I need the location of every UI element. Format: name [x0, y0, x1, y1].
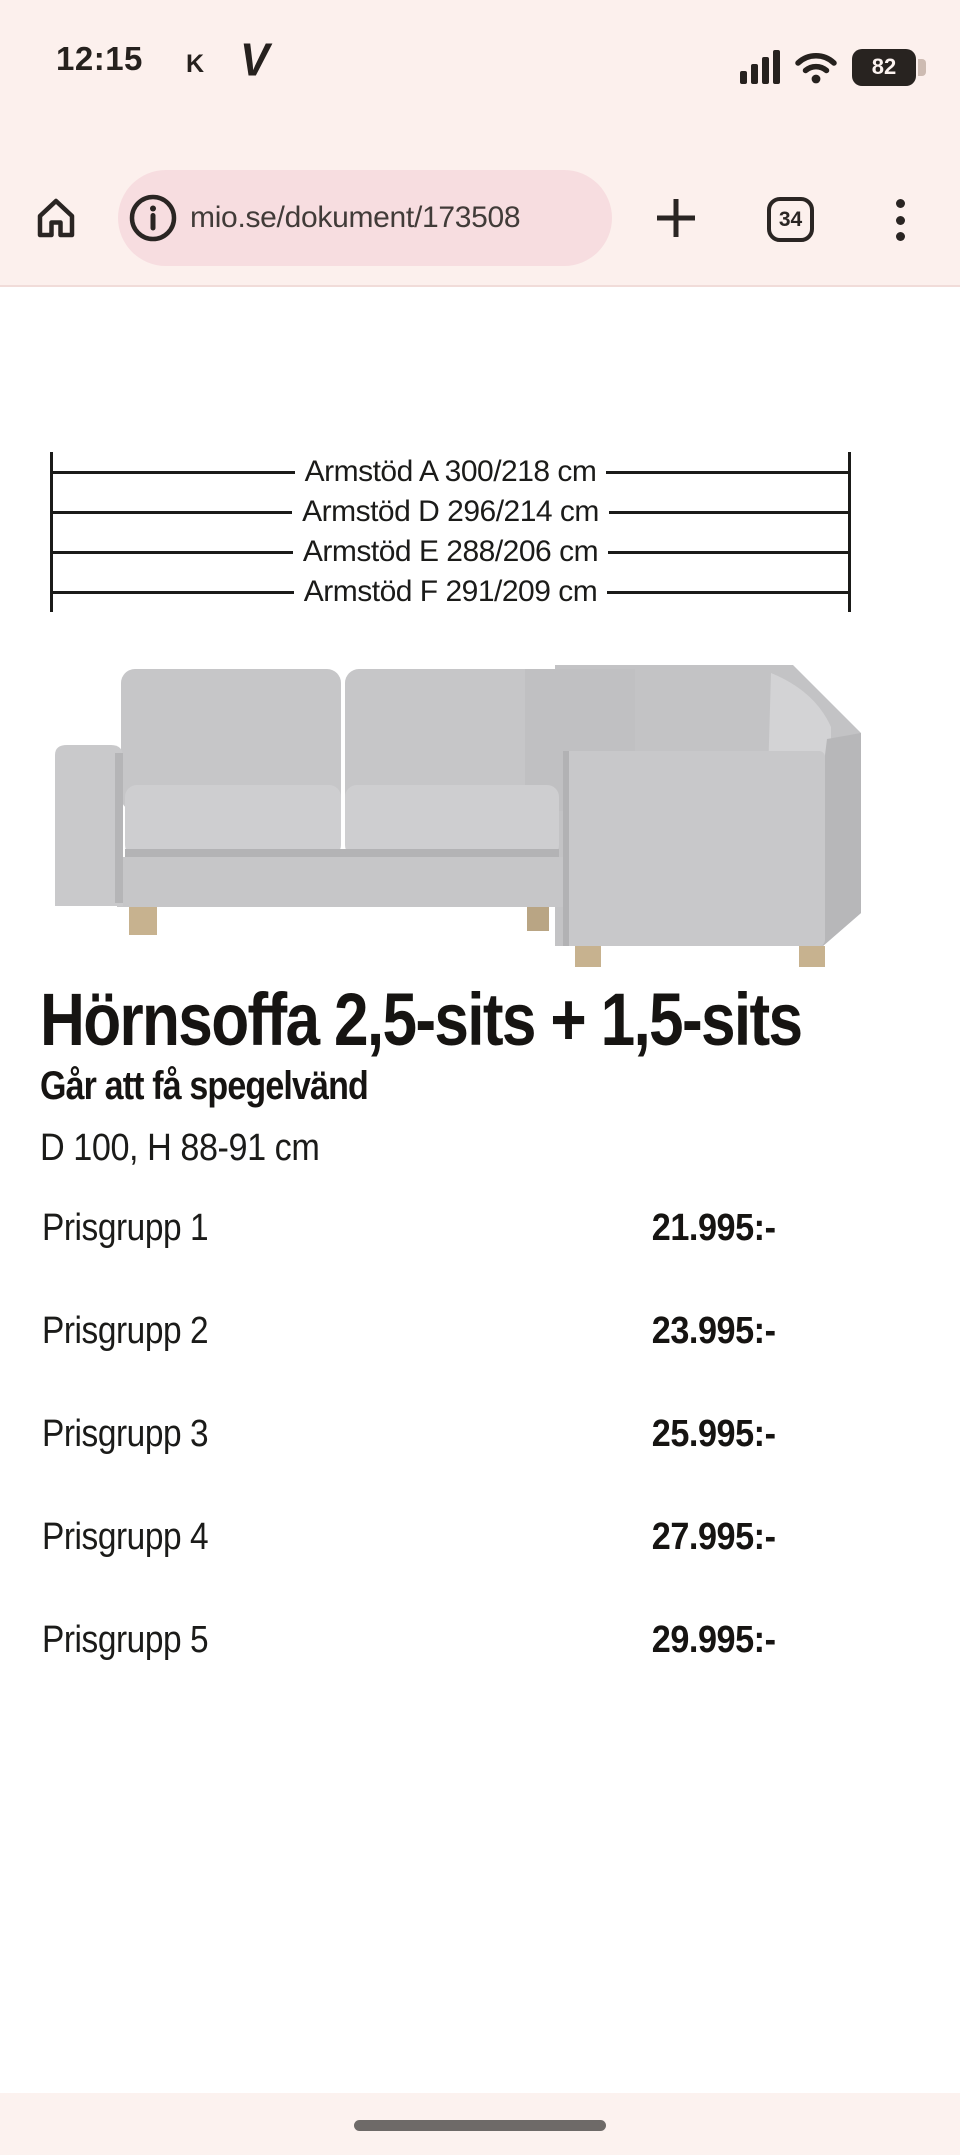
price-row: [42, 1619, 776, 1665]
price-group-label: Prisgrupp 5: [42, 1619, 209, 1661]
product-title: Hörnsoffa 2,5-sits + 1,5-sits: [40, 978, 802, 1061]
price-row: [42, 1207, 776, 1253]
price-row: [42, 1310, 776, 1356]
price-group-label: Prisgrupp 1: [42, 1207, 209, 1249]
url-text: mio.se/dokument/173508: [190, 201, 521, 234]
price-row: [42, 1516, 776, 1562]
dimension-label: Armstöd D 296/214 cm: [302, 495, 599, 528]
page-info-icon[interactable]: [128, 193, 178, 243]
home-icon: [34, 196, 78, 240]
price-group-label: Prisgrupp 3: [42, 1413, 209, 1455]
dimension-label: Armstöd F 291/209 cm: [303, 575, 598, 608]
price-group-label: Prisgrupp 2: [42, 1310, 209, 1352]
dimension-row: [53, 572, 848, 612]
wifi-icon: [793, 49, 839, 85]
kebab-menu-icon: [896, 199, 905, 208]
dimension-row: [53, 492, 848, 532]
battery-percent: 82: [871, 54, 897, 79]
price-list: [42, 1207, 776, 1722]
plus-icon: [654, 196, 698, 240]
price-value: 21.995:-: [652, 1207, 776, 1249]
system-navigation-area: [0, 2093, 960, 2155]
price-value: 27.995:-: [652, 1516, 776, 1558]
price-value: 29.995:-: [652, 1619, 776, 1661]
tab-count: 34: [778, 207, 803, 231]
menu-button[interactable]: [895, 199, 905, 241]
dimension-label: Armstöd A 300/218 cm: [304, 455, 597, 488]
price-value: 23.995:-: [652, 1310, 776, 1352]
battery-icon: [852, 49, 916, 86]
browser-chrome-top: [0, 0, 960, 287]
url-bar[interactable]: [118, 170, 612, 266]
status-icons: [740, 46, 916, 88]
corner-sofa-image: [55, 661, 865, 971]
signal-strength-icon: [740, 50, 780, 84]
product-dimensions: D 100, H 88-91 cm: [40, 1127, 320, 1169]
home-indicator[interactable]: [354, 2120, 606, 2131]
price-value: 25.995:-: [652, 1413, 776, 1455]
vivaldi-logo-icon: V: [240, 34, 270, 87]
carrier-indicator: K: [186, 50, 205, 78]
battery-cap: [918, 59, 926, 76]
price-group-label: Prisgrupp 4: [42, 1516, 209, 1558]
new-tab-button[interactable]: [654, 196, 698, 240]
product-subtitle: Går att få spegelvänd: [40, 1064, 368, 1108]
status-time: 12:15: [56, 40, 143, 77]
dimension-label: Armstöd E 288/206 cm: [302, 535, 599, 568]
dimension-diagram: [50, 452, 851, 612]
price-row: [42, 1413, 776, 1459]
dimension-row: [53, 532, 848, 572]
tab-switcher-button[interactable]: [767, 197, 814, 242]
home-button[interactable]: [34, 196, 78, 240]
document-page: [0, 289, 960, 2093]
dimension-row: [53, 452, 848, 492]
